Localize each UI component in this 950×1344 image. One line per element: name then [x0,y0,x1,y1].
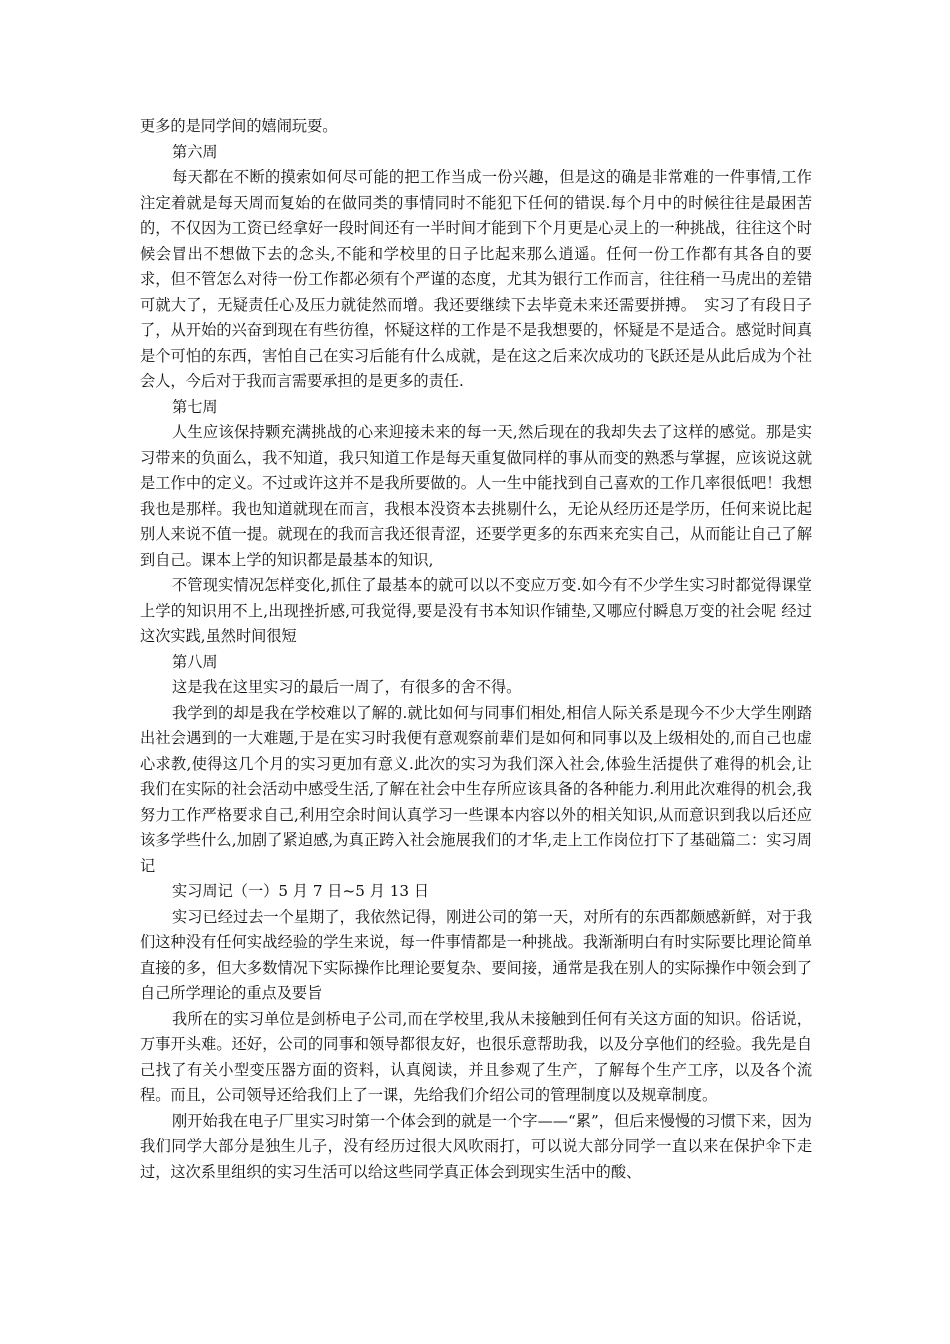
paragraph: 每天都在不断的摸索如何尽可能的把工作当成一份兴趣，但是这的确是非常难的一件事情,工作注定着就是每天周而复始的在做同类的事情同时不能犯下任何的错误.每个月中的时候往往是最困苦的，不仅因为工资已经拿好一段时间还有一半时间才能到下个月更是心灵上的一种挑战，往往这个时候会冒出不想做下去的念头,不能和学校里的日子比起来那么逍遥。任何一份工作都有其各自的要求，但不管怎么对待一份工作都必须有个严谨的态度，尤其为银行工作而言，往往稍一马虎出的差错可就大了，无疑责任心及压力就徒然而增。我还要继续下去毕竟未来还需要拼搏。 实习了有段日子了，从开始的兴奋到现在有些彷徨，怀疑这样的工作是不是我想要的，怀疑是不是适合。感觉时间真是个可怕的东西，害怕自己在实习后能有什么成就，是在这之后来次成功的飞跃还是从此后成为个社会人，今后对于我而言需要承担的是更多的责任. [140,168,812,390]
week-eight-heading: 第八周 [172,652,218,671]
week-seven-heading: 第七周 [172,397,218,416]
journal-one-heading: 实习周记（一）5 月 7 日~5 月 13 日 [172,882,430,900]
paragraph: 这是我在这里实习的最后一周了，有很多的舍不得。 [172,678,522,696]
paragraph: 不管现实情况怎样变化,抓住了最基本的就可以以不变应万变.如今有不少学生实习时都觉得课堂上学的知识用不上,出现挫折感,可我觉得,要是没有书本知识作铺垫,又哪应付瞬息万变的社会呢 经过这次实践,虽然时间很短 [140,576,812,645]
paragraph: 人生应该保持颗充满挑战的心来迎接未来的每一天,然后现在的我却失去了这样的感觉。那是实习带来的负面么，我不知道，我只知道工作是每天重复做同样的事从而变的熟悉与掌握，应该说这就是工作中的定义。不过或许这并不是我所要做的。人一生中能找到自己喜欢的工作几率很低吧！我想我也是那样。我也知道就现在而言，我根本没资本去挑剔什么，无论从经历还是学历，任何来说比起别人来说不值一提。就现在的我而言我还很青涩，还要学更多的东西来充实自己，从而能让自己了解到自己。课本上学的知识都是最基本的知识, [140,423,812,569]
paragraph: 实习已经过去一个星期了，我依然记得，刚进公司的第一天，对所有的东西都颇感新鲜，对于我们这种没有任何实战经验的学生来说，每一件事情都是一种挑战。我渐渐明白有时实际要比理论简单直接的多，但大多数情况下实际操作比理论要复杂、要间接，通常是我在别人的实际操作中领会到了自己所学理论的重点及要旨 [140,907,812,1002]
paragraph-continued: 更多的是同学间的嬉闹玩耍。 [140,117,338,135]
paragraph: 我学到的却是我在学校难以了解的.就比如何与同事们相处,相信人际关系是现今不少大学生刚踏出社会遇到的一大难题,于是在实习时我便有意观察前辈们是如何和同事以及上级相处的,而自己也虚心求教,使得这几个月的实习更加有意义.此次的实习为我们深入社会,体验生活提供了难得的机会,让我们在实际的社会活动中感受生活,了解在社会中生存所应该具备的各种能力.利用此次难得的机会,我努力工作严格要求自己,利用空余时间认真学习一些课本内容以外的相关知识,从而意识到我以后还应该多学些什么,加剧了紧迫感,为真正跨入社会施展我们的才华,走上工作岗位打下了基础篇二：实习周记 [140,703,812,875]
paragraph: 我所在的实习单位是剑桥电子公司,而在学校里,我从未接触到任何有关这方面的知识。俗话说，万事开头难。还好，公司的同事和领导都很友好，也很乐意帮助我，以及分享他们的经验。我先是自己找了有关小型变压器方面的资料，认真阅读，并且参观了生产，了解每个生产工序，以及各个流程。而且，公司领导还给我们上了一课，先给我们介绍公司的管理制度以及规章制度。 [140,1009,812,1104]
week-six-heading: 第六周 [172,142,218,161]
paragraph: 刚开始我在电子厂里实习时第一个体会到的就是一个字——“累”，但后来慢慢的习惯下来，因为我们同学大部分是独生儿子，没有经历过很大风吹雨打，可以说大部分同学一直以来在保护伞下走过，这次系里组织的实习生活可以给这些同学真正体会到现实生活中的酸、 [140,1111,812,1181]
document-body [140,114,812,1185]
